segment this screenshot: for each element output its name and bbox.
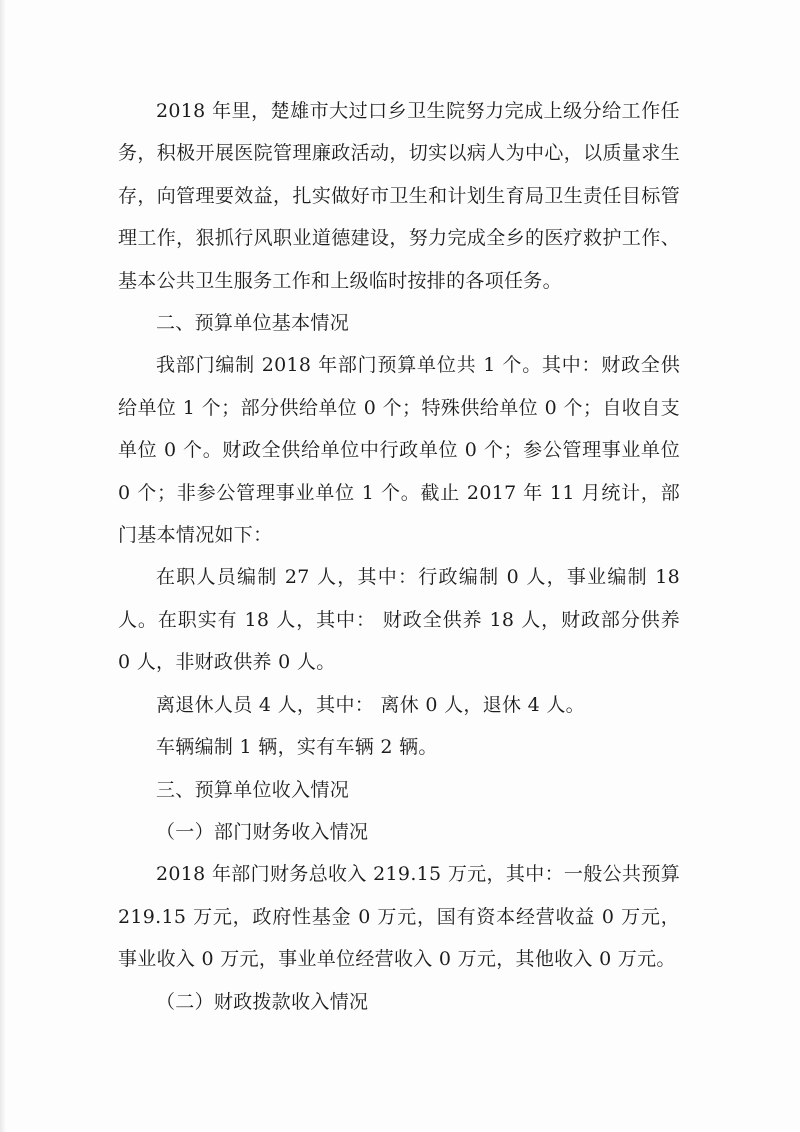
paragraph-work-summary: 2018 年里，楚雄市大过口乡卫生院努力完成上级分给工作任务，积极开展医院管理廉政活动，切实以病人为中心，以质量求生存，向管理要效益，扎实做好市卫生和计划生育局卫生责任目标管理工作，狠抓行风职业道德建设，努力完成全乡的医疗救护工作、基本公共卫生服务工作和上级临时按排的各项任务。 xyxy=(118,100,680,292)
paragraph-income-details: 2018 年部门财务总收入 219.15 万元，其中：一般公共预算 219.15 万元，政府性基金 0 万元，国有资本经营收益 0 万元，事业收入 0 万元，事业单位经营收入 0 万元，其他收入 0 万元。 xyxy=(118,863,680,971)
section-heading-unit-income: 三、预算单位收入情况 xyxy=(156,778,350,801)
scan-edge-shadow xyxy=(0,0,6,1132)
paragraph-staff-quota: 在职人员编制 27 人，其中：行政编制 0 人，事业编制 18 人。在职实有 18 人，其中： 财政全供养 18 人，财政部分供养 0 人，非财政供养 0 人。 xyxy=(118,566,680,674)
paragraph-retired-staff: 离退休人员 4 人，其中： 离休 0 人，退休 4 人。 xyxy=(156,693,585,716)
subheading-fiscal-appropriation: （二）财政拨款收入情况 xyxy=(156,990,369,1013)
paragraph-unit-composition: 我部门编制 2018 年部门预算单位共 1 个。其中：财政全供给单位 1 个；部分供给单位 0 个；特殊供给单位 0 个；自收自支单位 0 个。财政全供给单位中行政单位 0 个；参公管理事业单位 0 个；非参公管理事业单位 1 个。截止 2017 年 11 月统计，部门基本情况如下： xyxy=(118,354,680,547)
subheading-department-income: （一）部门财务收入情况 xyxy=(156,820,369,843)
section-heading-unit-basics: 二、预算单位基本情况 xyxy=(156,312,350,335)
document-body xyxy=(118,90,680,1023)
paragraph-vehicles: 车辆编制 1 辆，实有车辆 2 辆。 xyxy=(156,736,438,759)
